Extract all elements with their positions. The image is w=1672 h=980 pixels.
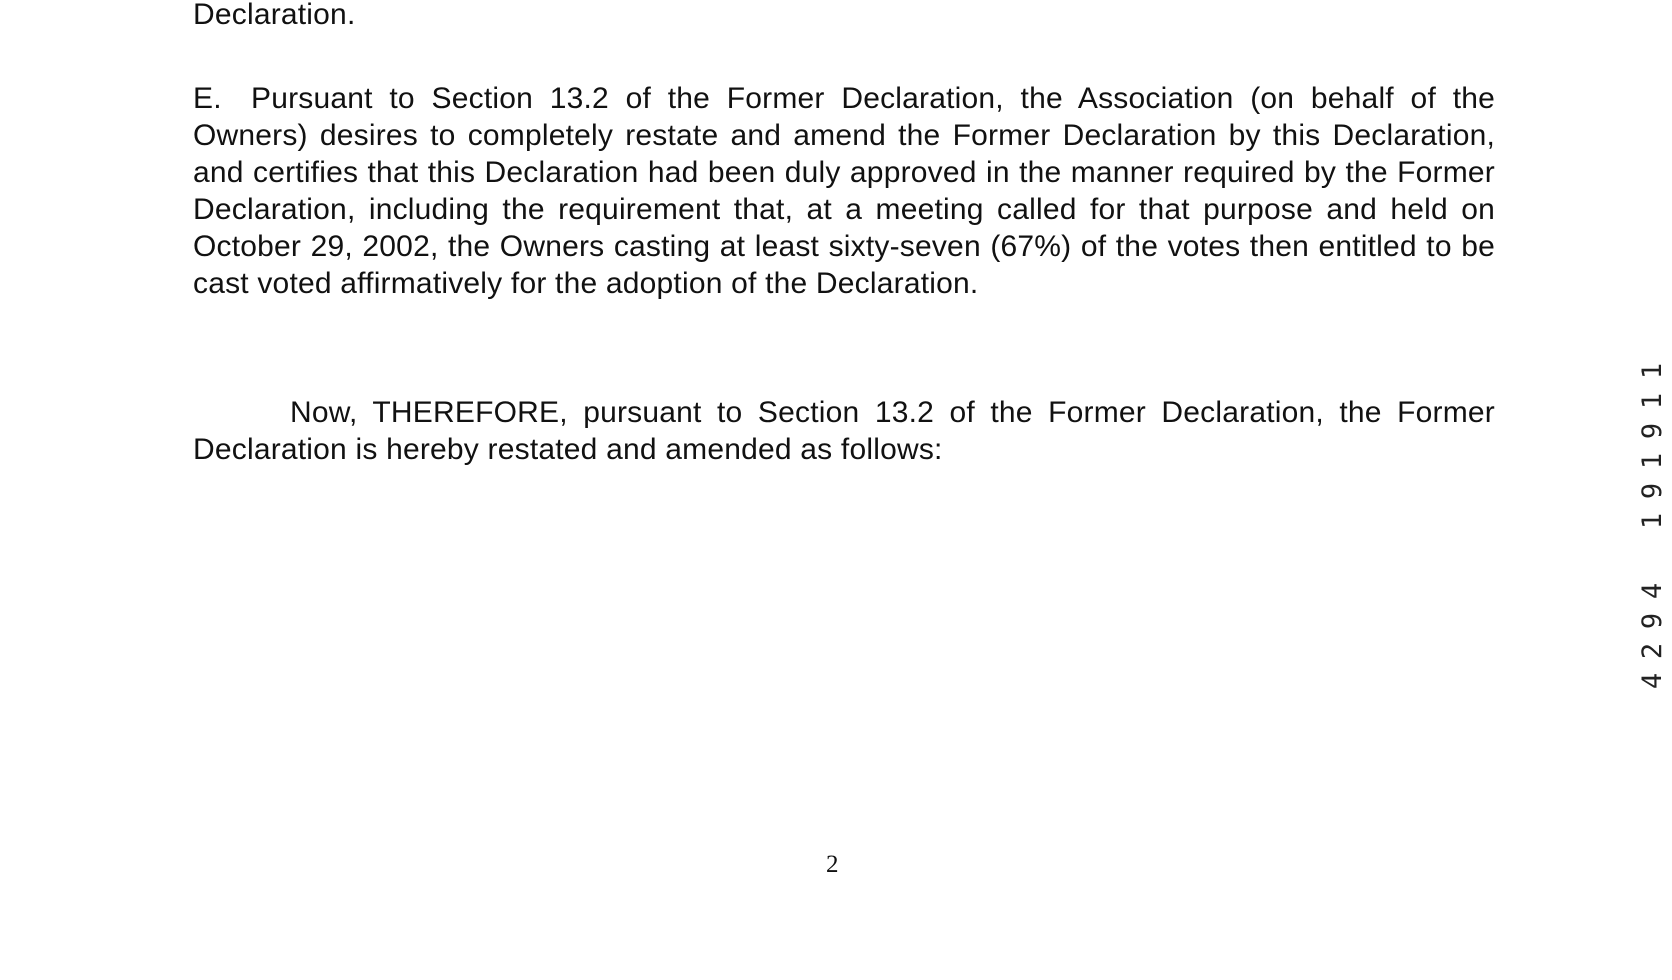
stamp-digit: 9	[1637, 422, 1668, 440]
previous-paragraph-fragment: Declaration.	[193, 0, 356, 31]
paragraph-e-label: E.	[193, 82, 222, 115]
paragraph-now-therefore: Now, THEREFORE, pursuant to Section 13.2 of the Former Declaration, the Former Declaration is hereby restated and amended as follows:	[193, 396, 1495, 466]
stamp-digit: 9	[1637, 612, 1668, 630]
stamp-digit: 4	[1637, 582, 1668, 600]
stamp-digit: 1	[1637, 362, 1668, 380]
paragraph-e	[193, 80, 1495, 302]
stamp-digit: 9	[1637, 482, 1668, 500]
stamp-digit: 1	[1637, 392, 1668, 410]
stamp-digit: 4	[1637, 672, 1668, 690]
page-number: 2	[826, 851, 839, 878]
stamp-digit: 1	[1637, 452, 1668, 470]
stamp-digit: 2	[1637, 642, 1668, 660]
paragraph-e-text: Pursuant to Section 13.2 of the Former Declaration, the Association (on behalf of the Owners) desires to completely restate and amend the Former Declaration by this Declaration, and certifies that this Declaration had been duly approved in the manner required by the Former Declaration, including the requirement that, at a meeting called for that purpose and held on October 29, 2002, the Owners casting at least sixty-seven (67%) of the votes then entitled to be cast voted affirmatively for the adoption of the Declaration.	[193, 82, 1495, 300]
stamp-digit: 1	[1637, 512, 1668, 530]
recording-number-stamp	[1636, 356, 1670, 696]
